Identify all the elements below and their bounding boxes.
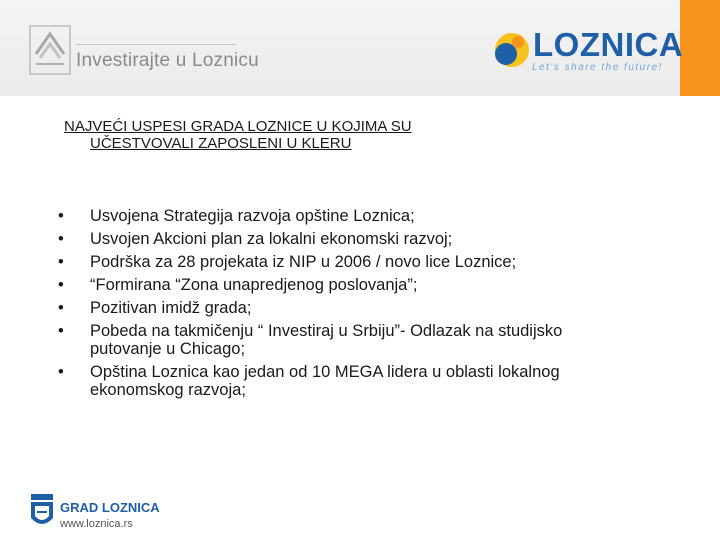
investirajte-logo-rule [76, 44, 236, 45]
achievements-list [58, 207, 578, 404]
list-item: • Podrška za 28 projekata iz NIP u 2006 / novo lice Loznice; [58, 253, 578, 271]
list-item: • Pobeda na takmičenju “ Investiraj u Srbiju”- Odlazak na studijsko putovanje u Chicago; [58, 322, 578, 358]
slide-title-line-2: UČESTVOVALI ZAPOSLENI U KLERU [90, 135, 352, 152]
loznica-logo-icon [492, 30, 530, 70]
city-crest-icon [30, 494, 54, 530]
orange-strip [680, 0, 720, 96]
loznica-logo-text: LOZNICA [533, 26, 684, 63]
list-item: • Pozitivan imidž grada; [58, 299, 578, 317]
footer-city-name: GRAD LOZNICA [60, 500, 160, 515]
slide-title-line-1: NAJVEĆI USPESI GRADA LOZNICE U KOJIMA SU [64, 118, 412, 135]
investirajte-logo-icon [28, 24, 72, 76]
investirajte-logo-text: Investirajte u Loznicu [76, 50, 259, 71]
list-item: • Usvojen Akcioni plan za lokalni ekonomski razvoj; [58, 230, 578, 248]
slide-title [64, 118, 564, 152]
list-item: • Opština Loznica kao jedan od 10 MEGA lidera u oblasti lokalnog ekonomskog razvoja; [58, 363, 578, 399]
list-item: • “Formirana “Zona unapredjenog poslovanja”; [58, 276, 578, 294]
footer-url: www.loznica.rs [60, 518, 133, 530]
list-item: • Usvojena Strategija razvoja opštine Loznica; [58, 207, 578, 225]
loznica-slogan: Let's share the future! [532, 62, 663, 73]
